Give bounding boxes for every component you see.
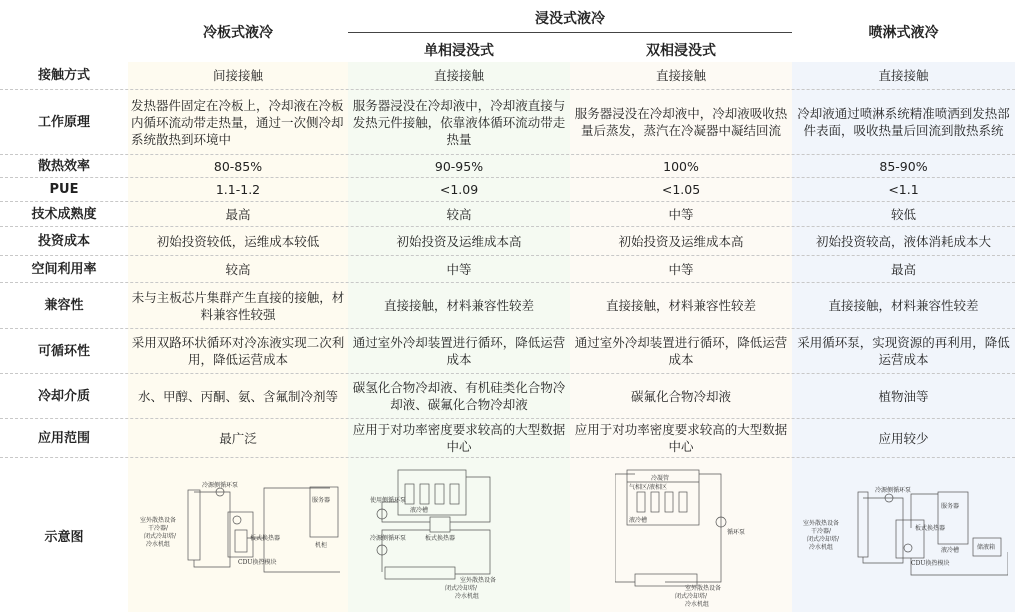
cell-spray: 冷却液通过喷淋系统精准喷洒到发热部件表面，吸收热量后回流到散热系统 [797, 106, 1010, 138]
table-row [0, 256, 1015, 283]
cell-spray: 应用较少 [878, 430, 929, 446]
table-row [0, 90, 1015, 155]
table-row [0, 374, 1015, 419]
cell-single-phase: 通过室外冷却装置进行循环，降低运营成本 [352, 335, 566, 367]
svg-text:冷源侧循环泵: 冷源侧循环泵 [370, 535, 407, 542]
cell-spray: <1.1 [888, 182, 919, 197]
svg-text:室外散热设备: 室外散热设备 [140, 517, 177, 524]
svg-text:CDU换热模块: CDU换热模块 [238, 559, 277, 566]
cell-cold-plate: 80-85% [213, 158, 263, 174]
svg-text:室外散热设备: 室外散热设备 [460, 577, 497, 584]
header-single-phase: 单相浸没式 [424, 43, 494, 59]
cell-single-phase: 中等 [446, 261, 472, 277]
cell-cold-plate: 较高 [225, 261, 251, 277]
cell-cold-plate: 采用双路环状循环对冷冻液实现二次利用，降低运营成本 [131, 335, 345, 367]
svg-text:气相区/液相区: 气相区/液相区 [629, 484, 668, 491]
header-cold-plate: 冷板式液冷 [203, 25, 273, 41]
cell-cold-plate: 间接接触 [212, 68, 263, 83]
cell-two-phase: 应用于对功率密度要求较高的大型数据中心 [574, 422, 788, 454]
svg-text:冷水机组: 冷水机组 [809, 544, 834, 551]
table-row [0, 62, 1015, 90]
two-phase-diagram [615, 462, 785, 612]
row-label-diagram: 示意图 [44, 530, 84, 545]
cell-single-phase: <1.09 [439, 182, 479, 197]
svg-text:板式换热器: 板式换热器 [250, 535, 281, 542]
row-label: 兼容性 [44, 298, 84, 313]
cell-single-phase: 服务器浸没在冷却液中，冷却液直接与发热元件接触，依靠液体循环流动带走热量 [352, 97, 566, 147]
svg-text:室外散热设备: 室外散热设备 [803, 520, 840, 527]
svg-text:冷源侧循环泵: 冷源侧循环泵 [875, 487, 912, 494]
cell-two-phase: 通过室外冷却装置进行循环，降低运营成本 [574, 335, 788, 367]
cell-cold-plate: 水、甲醇、丙酮、氨、含氟制冷剂等 [137, 388, 338, 404]
table-row [0, 178, 1015, 202]
svg-text:CDU换热模块: CDU换热模块 [911, 560, 950, 567]
svg-text:干冷器/: 干冷器/ [811, 528, 832, 535]
cell-cold-plate: 最广泛 [219, 430, 257, 446]
header-spray: 喷淋式液冷 [868, 25, 939, 41]
cell-two-phase: 服务器浸没在冷却液中，冷却液吸收热量后蒸发，蒸汽在冷凝器中凝结回流 [574, 106, 788, 138]
row-label: 空间利用率 [31, 261, 97, 277]
svg-text:闭式冷却塔/: 闭式冷却塔/ [445, 585, 478, 592]
cell-spray: 直接接触 [878, 68, 929, 83]
cell-two-phase: 直接接触，材料兼容性较差 [605, 298, 756, 313]
cell-cold-plate: 初始投资较低，运维成本较低 [156, 233, 320, 249]
svg-text:冷水机组: 冷水机组 [685, 601, 710, 608]
header-two-phase: 双相浸没式 [646, 43, 716, 59]
row-label: 散热效率 [37, 158, 90, 174]
cell-cold-plate: 最高 [225, 206, 251, 222]
spray-diagram [803, 470, 1008, 590]
svg-text:服务器: 服务器 [941, 503, 960, 510]
svg-text:板式换热器: 板式换热器 [425, 535, 456, 542]
cell-two-phase: 100% [663, 158, 699, 174]
svg-text:冷水机组: 冷水机组 [455, 593, 480, 600]
table-row [0, 283, 1015, 329]
header-divider [348, 32, 792, 33]
svg-text:使用侧循环泵: 使用侧循环泵 [370, 497, 407, 504]
svg-text:干冷器/: 干冷器/ [148, 525, 169, 532]
cell-two-phase: 中等 [668, 206, 694, 222]
row-label: 应用范围 [37, 430, 90, 446]
cell-single-phase: 直接接触，材料兼容性较差 [383, 298, 534, 313]
row-label: 工作原理 [37, 114, 90, 130]
svg-text:液冷槽: 液冷槽 [629, 517, 648, 524]
svg-text:闭式冷却塔/: 闭式冷却塔/ [144, 533, 177, 540]
cell-cold-plate: 发热器件固定在冷板上，冷却液在冷板内循环流动带走热量，通过一次侧冷却系统散热到环境中 [131, 97, 344, 147]
row-label: 可循环性 [37, 343, 90, 359]
single-phase-diagram [370, 462, 560, 612]
cell-spray: 最高 [890, 261, 916, 277]
cell-spray: 初始投资较高，液体消耗成本大 [815, 233, 991, 249]
svg-text:闭式冷却塔/: 闭式冷却塔/ [675, 593, 708, 600]
cell-single-phase: 初始投资及运维成本高 [396, 233, 522, 249]
cell-cold-plate: 未与主板芯片集群产生直接的接触，材料兼容性较强 [131, 289, 345, 322]
svg-text:冷源侧循环泵: 冷源侧循环泵 [202, 482, 239, 489]
row-label: 冷却介质 [37, 388, 90, 404]
table-row [0, 419, 1015, 458]
svg-text:服务器: 服务器 [312, 497, 331, 504]
svg-text:液冷槽: 液冷槽 [941, 547, 960, 554]
svg-text:机柜: 机柜 [315, 542, 328, 549]
table-row [0, 329, 1015, 374]
row-label: 接触方式 [37, 68, 90, 83]
comparison-table [0, 62, 1015, 458]
cell-cold-plate: 1.1-1.2 [215, 182, 261, 197]
cell-two-phase: 中等 [668, 261, 694, 277]
cold-plate-diagram [140, 462, 340, 582]
cell-two-phase: 初始投资及运维成本高 [618, 233, 744, 249]
svg-text:室外散热设备: 室外散热设备 [685, 585, 722, 592]
cell-two-phase: 直接接触 [655, 68, 706, 83]
table-row [0, 155, 1015, 178]
svg-text:储液箱: 储液箱 [977, 544, 996, 551]
cell-spray: 采用循环泵，实现资源的再利用，降低运营成本 [797, 335, 1010, 367]
svg-text:闭式冷却塔/: 闭式冷却塔/ [807, 536, 840, 543]
cell-spray: 直接接触，材料兼容性较差 [828, 298, 979, 313]
svg-text:冷水机组: 冷水机组 [146, 541, 171, 548]
cell-single-phase: 应用于对功率密度要求较高的大型数据中心 [352, 422, 566, 454]
row-label: PUE [49, 182, 79, 197]
cell-two-phase: <1.05 [661, 182, 701, 197]
cell-spray: 较低 [890, 206, 916, 222]
svg-text:冷凝管: 冷凝管 [651, 475, 670, 482]
header-immersion: 浸没式液冷 [535, 11, 605, 27]
cell-spray: 85-90% [879, 158, 928, 174]
svg-text:板式换热器: 板式换热器 [915, 525, 946, 532]
row-label: 投资成本 [37, 233, 90, 249]
table-row [0, 202, 1015, 227]
svg-text:液冷槽: 液冷槽 [410, 507, 429, 514]
cell-single-phase: 较高 [446, 206, 472, 222]
cell-spray: 植物油等 [878, 388, 929, 404]
cell-two-phase: 碳氟化合物冷却液 [630, 388, 731, 404]
cell-single-phase: 90-95% [434, 158, 484, 174]
table-row [0, 227, 1015, 256]
cell-single-phase: 碳氢化合物冷却液、有机硅类化合物冷却液、碳氟化合物冷却液 [352, 380, 566, 412]
row-label: 技术成熟度 [31, 206, 97, 222]
cell-single-phase: 直接接触 [433, 68, 484, 83]
svg-text:循环泵: 循环泵 [727, 529, 746, 536]
